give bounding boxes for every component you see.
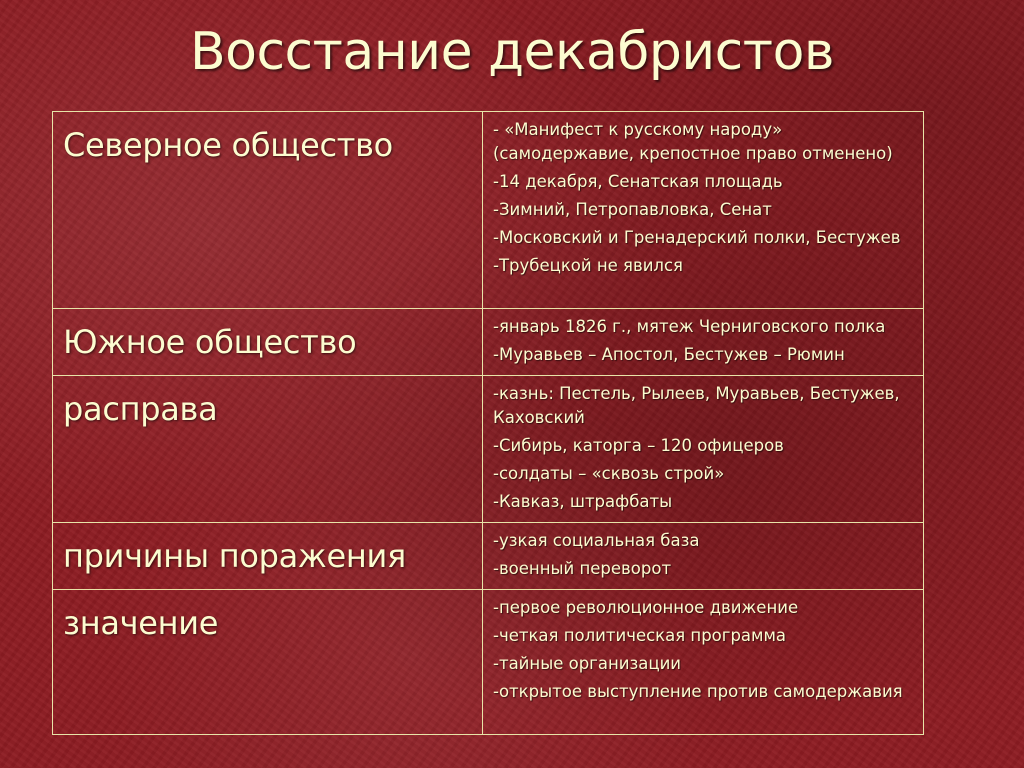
row-details (483, 590, 924, 735)
detail-item: -Московский и Гренадерский полки, Бестужев (493, 228, 901, 247)
detail-item: -Зимний, Петропавловка, Сенат (493, 200, 772, 219)
detail-item: -Трубецкой не явился (493, 256, 683, 275)
detail-item: -первое революционное движение (493, 598, 799, 617)
detail-item: -Сибирь, каторга – 120 офицеров (493, 436, 784, 455)
detail-item: -Муравьев – Апостол, Бестужев – Рюмин (493, 345, 845, 364)
detail-item: - «Манифест к русскому народу» (самодержавие, крепостное право отменено) (493, 120, 893, 163)
table-row (53, 523, 924, 590)
row-label: значение (53, 590, 483, 735)
summary-table (52, 111, 924, 735)
row-label: причины поражения (53, 523, 483, 590)
detail-item: -тайные организации (493, 654, 682, 673)
detail-item: -солдаты – «сквозь строй» (493, 464, 725, 483)
row-label: расправа (53, 376, 483, 523)
row-details (483, 376, 924, 523)
detail-item: -военный переворот (493, 559, 672, 578)
detail-item: -узкая социальная база (493, 531, 700, 550)
row-details (483, 309, 924, 376)
detail-item: -открытое выступление против самодержавия (493, 682, 903, 701)
row-details (483, 112, 924, 309)
table-row (53, 309, 924, 376)
table-row (53, 112, 924, 309)
detail-item: -Кавказ, штрафбаты (493, 492, 673, 511)
table-row (53, 376, 924, 523)
row-label: Южное общество (53, 309, 483, 376)
row-label: Северное общество (53, 112, 483, 309)
detail-item: -январь 1826 г., мятеж Черниговского полка (493, 317, 886, 336)
detail-item: -14 декабря, Сенатская площадь (493, 172, 783, 191)
table-row (53, 590, 924, 735)
slide-title: Восстание декабристов (189, 22, 835, 82)
detail-item: -четкая политическая программа (493, 626, 787, 645)
row-details (483, 523, 924, 590)
detail-item: -казнь: Пестель, Рылеев, Муравьев, Бестужев, Каховский (493, 384, 900, 427)
